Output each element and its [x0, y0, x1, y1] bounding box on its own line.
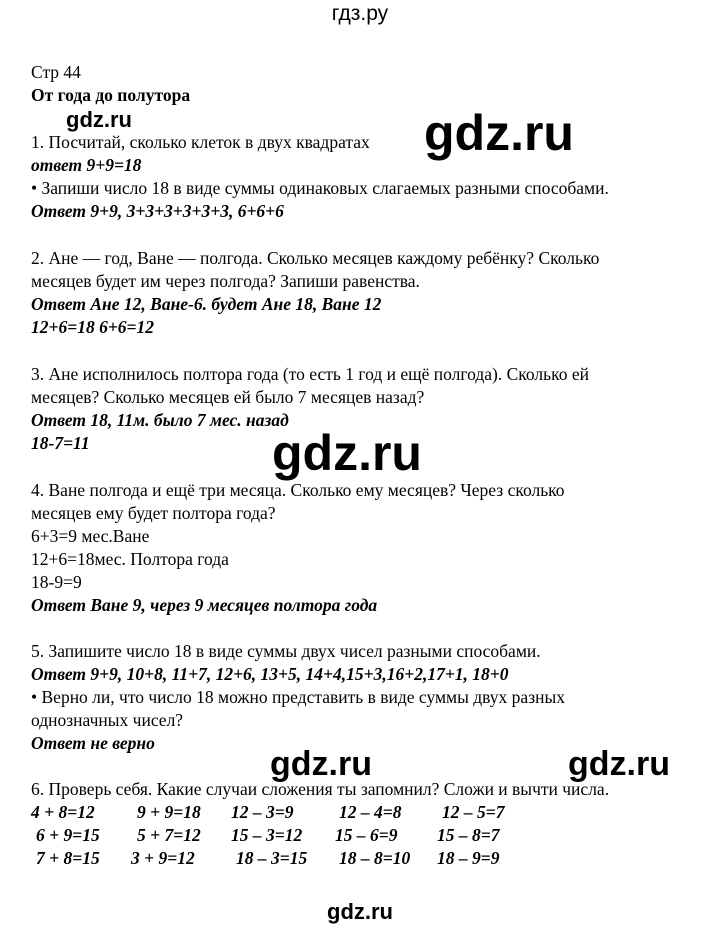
task5-subquestion-line2: однозначных чисел?	[31, 710, 184, 730]
task6-r2-c2: 5 + 7=12	[137, 825, 201, 845]
task6-r2-c5: 15 – 8=7	[437, 825, 500, 845]
task6-question: 6. Проверь себя. Какие случаи сложения ты запомнил? Сложи и вычти числа.	[31, 779, 610, 799]
task2-question-line1: 2. Ане — год, Ване — полгода. Сколько месяцев каждому ребёнку? Сколько	[31, 248, 600, 268]
task6-r3-c2: 3 + 9=12	[131, 848, 195, 868]
task4-question-line2: месяцев ему будет полтора года?	[31, 503, 276, 523]
task5-answer: Ответ 9+9, 10+8, 11+7, 12+6, 13+5, 14+4,15+3,16+2,17+1, 18+0	[31, 664, 509, 684]
task5-subanswer: Ответ не верно	[31, 733, 155, 753]
task1-subquestion: • Запиши число 18 в виде суммы одинаковых слагаемых разными способами.	[31, 178, 609, 198]
task6-r3-c4: 18 – 8=10	[339, 848, 411, 868]
task4-work-line1: 6+3=9 мес.Ване	[31, 526, 150, 546]
task4-answer: Ответ Ване 9, через 9 месяцев полтора года	[31, 595, 378, 615]
task6-r1-c4: 12 – 4=8	[339, 802, 402, 822]
task6-r1-c1: 4 + 8=12	[31, 802, 95, 822]
page-label: Стр 44	[31, 62, 81, 82]
task4-work-line2: 12+6=18мес. Полтора года	[31, 549, 229, 569]
task1-answer: ответ 9+9=18	[31, 155, 142, 175]
task3-answer-line2: 18-7=11	[31, 433, 90, 453]
task5-subquestion-line1: • Верно ли, что число 18 можно представить в виде суммы двух разных	[31, 687, 565, 707]
task6-r1-c2: 9 + 9=18	[137, 802, 201, 822]
watermark-center: gdz.ru	[272, 425, 422, 481]
task6-r1-c3: 12 – 3=9	[231, 802, 294, 822]
site-header: гдз.ру	[331, 2, 389, 25]
task6-r2-c4: 15 – 6=9	[335, 825, 398, 845]
task3-answer-line1: Ответ 18, 11м. было 7 мес. назад	[31, 410, 289, 430]
task4-question-line1: 4. Ване полгода и ещё три месяца. Сколько ему месяцев? Через сколько	[31, 480, 565, 500]
task6-r2-c1: 6 + 9=15	[36, 825, 100, 845]
watermark-lower-right: gdz.ru	[568, 745, 670, 783]
task2-question-line2: месяцев будет им через полгода? Запиши равенства.	[31, 271, 420, 291]
task6-r3-c3: 18 – 3=15	[236, 848, 308, 868]
task3-question-line2: месяцев? Сколько месяцев ей было 7 месяцев назад?	[31, 387, 425, 407]
task1-question: 1. Посчитай, сколько клеток в двух квадратах	[31, 132, 370, 152]
section-heading: От года до полутора	[31, 85, 191, 105]
watermark-footer: gdz.ru	[327, 899, 393, 924]
task1-subanswer: Ответ 9+9, 3+3+3+3+3+3, 6+6+6	[31, 201, 284, 221]
watermark-lower-center: gdz.ru	[270, 745, 372, 783]
task6-r1-c5: 12 – 5=7	[442, 802, 505, 822]
task5-question: 5. Запишите число 18 в виде суммы двух чисел разными способами.	[31, 641, 541, 661]
watermark-large: gdz.ru	[424, 105, 574, 161]
task6-r2-c3: 15 – 3=12	[231, 825, 303, 845]
task6-r3-c1: 7 + 8=15	[36, 848, 100, 868]
watermark-small: gdz.ru	[66, 107, 132, 132]
task2-answer-line1: Ответ Ане 12, Ване-6. будет Ане 18, Ване 12	[31, 294, 382, 314]
task4-work-line3: 18-9=9	[31, 572, 82, 592]
task2-answer-line2: 12+6=18 6+6=12	[31, 317, 155, 337]
task6-r3-c5: 18 – 9=9	[437, 848, 500, 868]
task3-question-line1: 3. Ане исполнилось полтора года (то есть 1 год и ещё полгода). Сколько ей	[31, 364, 589, 384]
